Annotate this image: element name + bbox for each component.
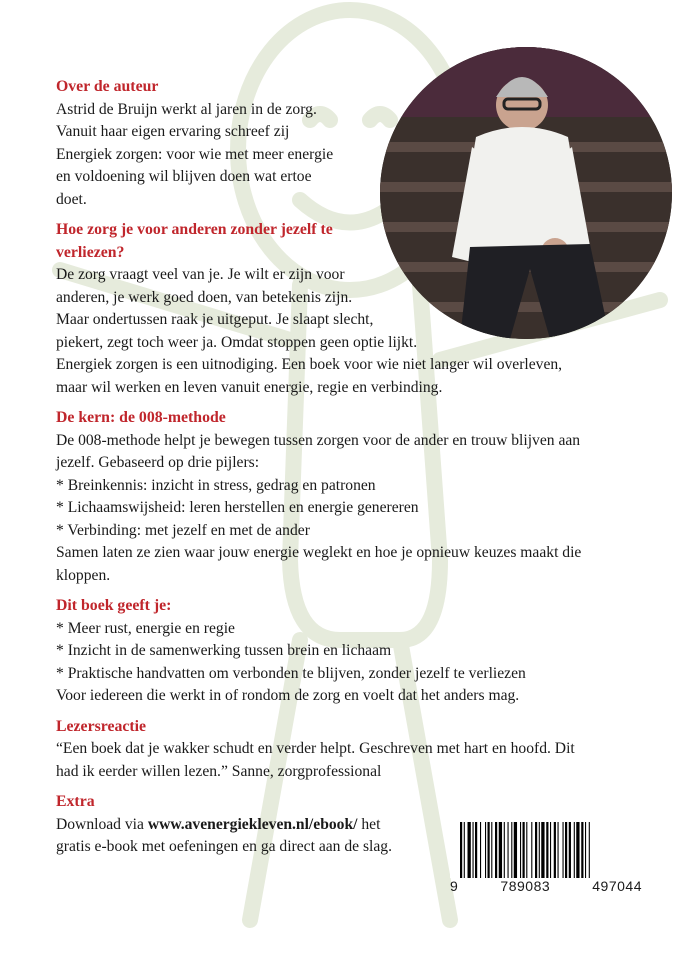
question-line: Energiek zorgen is een uitnodiging. Een boek voor wie niet langer wil overleven, bbox=[56, 356, 563, 373]
question-line: De zorg vraagt veel van je. Je wilt er zijn voor bbox=[56, 266, 345, 283]
gives-line: * Meer rust, energie en regie bbox=[56, 619, 235, 637]
question-line: maar wil werken en leven vanuit energie, regie en verbinding. bbox=[56, 378, 443, 396]
question-heading-line: verliezen? bbox=[56, 243, 125, 261]
author-photo-image bbox=[380, 47, 672, 339]
isbn-digit-group: 497044 bbox=[592, 878, 642, 894]
extra-heading: Extra bbox=[56, 793, 95, 810]
core-line: * Lichaamswijsheid: leren herstellen en energie genereren bbox=[56, 499, 419, 516]
question-line: anderen, je werk goed doen, van betekenis zijn. bbox=[56, 288, 353, 306]
about-line: en voldoening wil blijven doen wat ertoe bbox=[56, 168, 312, 185]
author-photo bbox=[380, 47, 672, 339]
gives-section bbox=[56, 595, 656, 708]
core-line: * Breinkennis: inzicht in stress, gedrag en patronen bbox=[56, 476, 376, 494]
about-line: Energiek zorgen: voor wie met meer energie bbox=[56, 145, 334, 163]
isbn-digit-group: 789083 bbox=[500, 878, 551, 894]
gives-line: * Praktische handvatten om verbonden te blijven, zonder jezelf te verliezen bbox=[56, 664, 526, 682]
review-line: had ik eerder willen lezen.” Sanne, zorgprofessional bbox=[56, 762, 382, 780]
core-line: jezelf. Gebaseerd op drie pijlers: bbox=[56, 454, 260, 471]
isbn-digit-group: 9 bbox=[450, 878, 459, 894]
extra-prefix: Download via bbox=[56, 815, 148, 833]
review-heading: Lezersreactie bbox=[56, 717, 147, 735]
isbn-number bbox=[450, 878, 642, 894]
core-heading: De kern: de 008-methode bbox=[56, 409, 226, 426]
about-line: Vanuit haar eigen ervaring schreef zij bbox=[56, 123, 290, 140]
core-line: De 008-methode helpt je bewegen tussen zorgen voor de ander en trouw blijven aan bbox=[56, 431, 581, 449]
question-line: piekert, zegt toch weer ja. Omdat stoppen geen optie lijkt. bbox=[56, 333, 418, 351]
extra-line-ebook: gratis e-book met oefeningen en ga direct aan de slag. bbox=[56, 838, 392, 855]
extra-suffix: het bbox=[357, 815, 381, 833]
gives-line: Voor iedereen die werkt in of rondom de zorg en voelt dat het anders mag. bbox=[56, 687, 520, 704]
gives-line: * Inzicht in de samenwerking tussen brein en lichaam bbox=[56, 642, 392, 659]
question-line: Maar ondertussen raak je uitgeput. Je slaapt slecht, bbox=[56, 311, 374, 328]
about-heading: Over de auteur bbox=[56, 78, 159, 95]
review-section bbox=[56, 716, 656, 784]
ebook-link[interactable]: www.avenergiekleven.nl/ebook/ bbox=[147, 815, 358, 833]
gives-heading: Dit boek geeft je: bbox=[56, 597, 172, 614]
about-line: Astrid de Bruijn werkt al jaren in de zorg. bbox=[56, 100, 317, 118]
core-section bbox=[56, 407, 656, 587]
question-heading-line: Hoe zorg je voor anderen zonder jezelf te bbox=[56, 221, 333, 238]
isbn-barcode bbox=[450, 822, 642, 878]
core-line: kloppen. bbox=[56, 566, 111, 584]
core-line: * Verbinding: met jezelf en met de ander bbox=[56, 521, 310, 539]
about-line: doet. bbox=[56, 190, 87, 208]
core-line: Samen laten ze zien waar jouw energie weglekt en hoe je opnieuw keuzes maakt die bbox=[56, 544, 582, 561]
review-line: “Een boek dat je wakker schudt en verder helpt. Geschreven met hart en hoofd. Dit bbox=[56, 740, 575, 757]
